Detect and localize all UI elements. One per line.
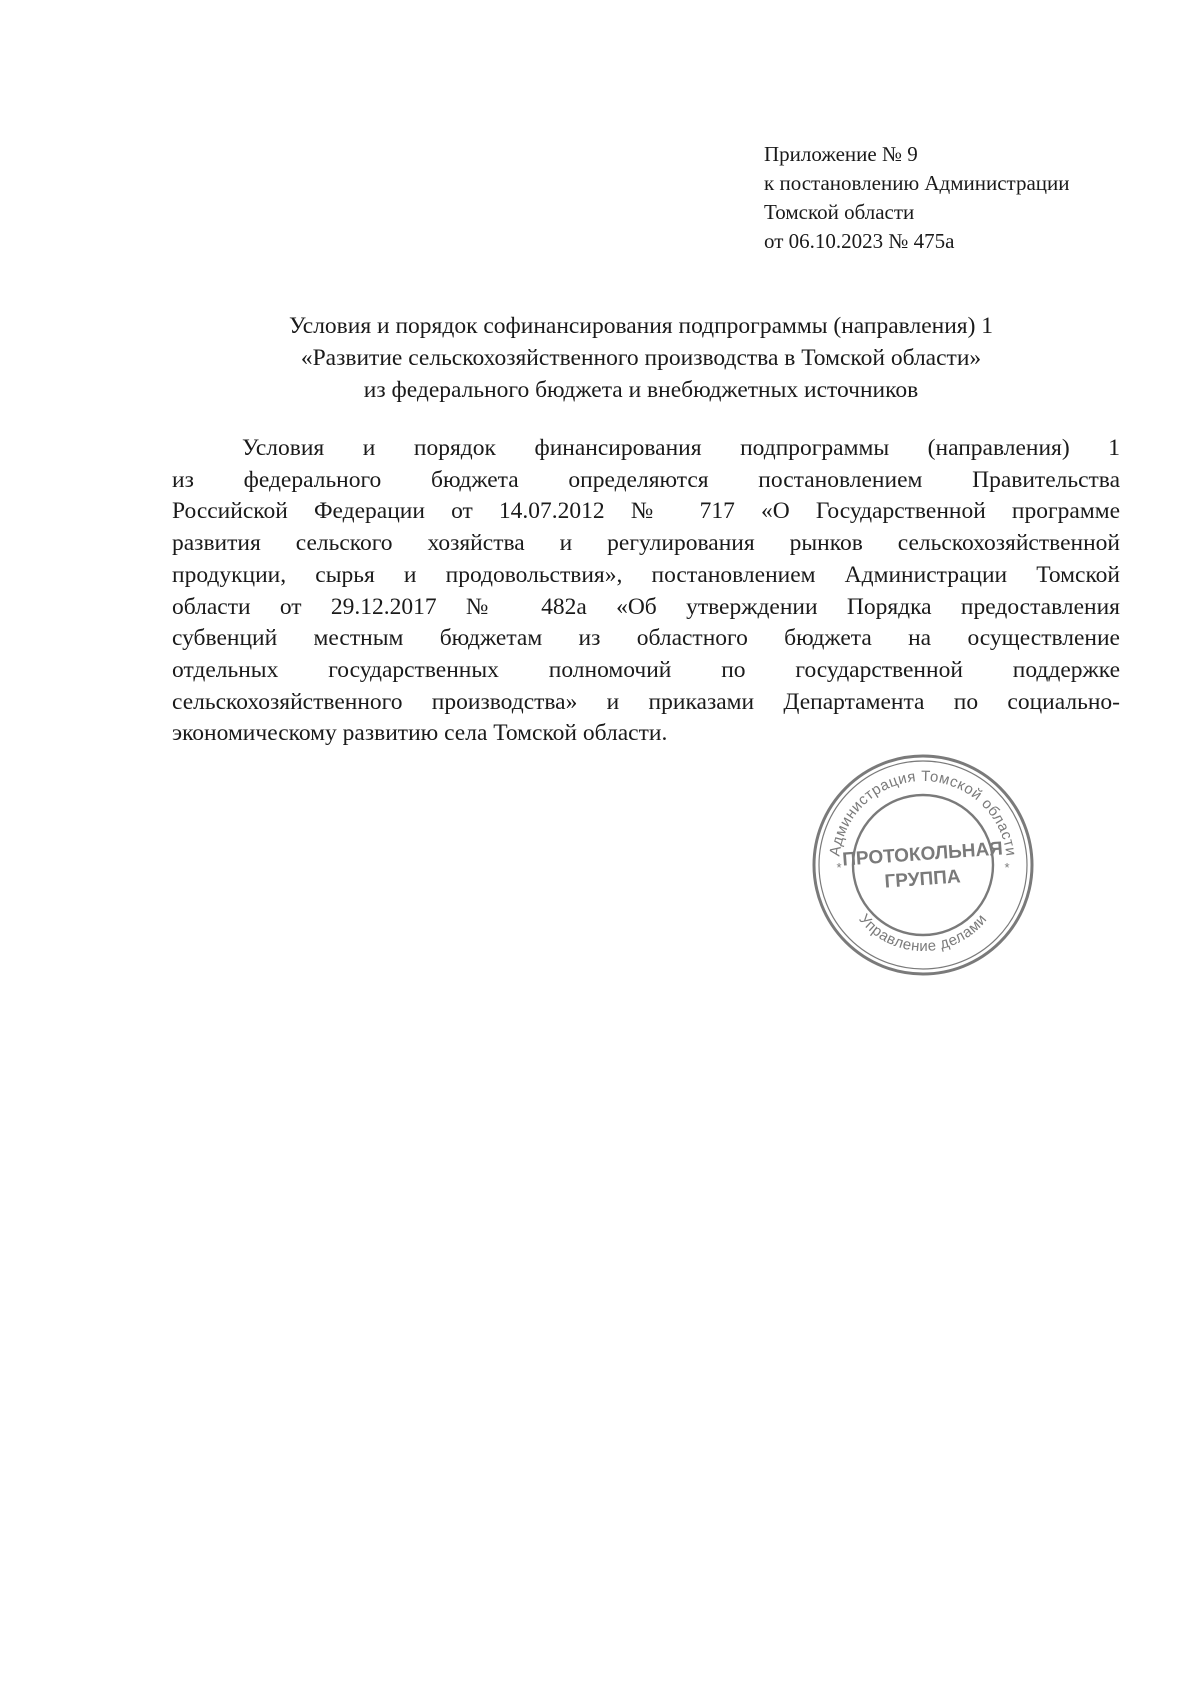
body-line: развития сельского хозяйства и регулирования рынков сельскохозяйственной: [172, 530, 1120, 557]
title-line-1: Условия и порядок софинансирования подпрограммы (направления) 1: [288, 313, 994, 339]
body-line: из федерального бюджета определяются постановлением Правительства: [172, 466, 1120, 493]
title-line-3: из федерального бюджета и внебюджетных источников: [363, 377, 919, 403]
stamp-inner-text-1: ПРОТОКОЛЬНАЯ: [841, 838, 1004, 871]
body-line: экономическому развитию села Томской области.: [172, 720, 668, 747]
body-line: субвенций местным бюджетам из областного бюджета на осуществление: [172, 625, 1120, 652]
body-line: продукции, сырья и продовольствия», постановлением Администрации Томской: [172, 561, 1120, 588]
document-title: [160, 310, 1122, 406]
appendix-reference: [764, 140, 1164, 256]
body-line: сельскохозяйственного производства» и приказами Департамента по социально-: [172, 688, 1120, 715]
stamp-star-right: *: [1004, 860, 1010, 875]
stamp-star-left: *: [836, 860, 842, 875]
appendix-region: Томской области: [764, 200, 915, 224]
title-line-2: «Развитие сельскохозяйственного производства в Томской области»: [300, 345, 982, 371]
appendix-date-number: от 06.10.2023 № 475а: [764, 229, 955, 253]
document-body-paragraph: [172, 433, 1120, 750]
body-line: Условия и порядок финансирования подпрограммы (направления) 1: [242, 435, 1120, 461]
body-line: Российской Федерации от 14.07.2012 № 717 «О Государственной программе: [172, 498, 1120, 525]
appendix-resolution: к постановлению Администрации: [764, 171, 1070, 195]
stamp-outer-text-top: Администрация Томской области: [826, 767, 1020, 858]
official-stamp: [810, 752, 1036, 978]
stamp-inner-text-2: ГРУППА: [883, 866, 962, 893]
stamp-outer-text-bottom: Управление делами: [855, 910, 991, 956]
body-line: области от 29.12.2017 № 482а «Об утверждении Порядка предоставления: [172, 593, 1120, 620]
stamp-seal: [810, 752, 1036, 978]
body-line: отдельных государственных полномочий по государственной поддержке: [172, 656, 1120, 683]
appendix-number: Приложение № 9: [764, 142, 918, 166]
